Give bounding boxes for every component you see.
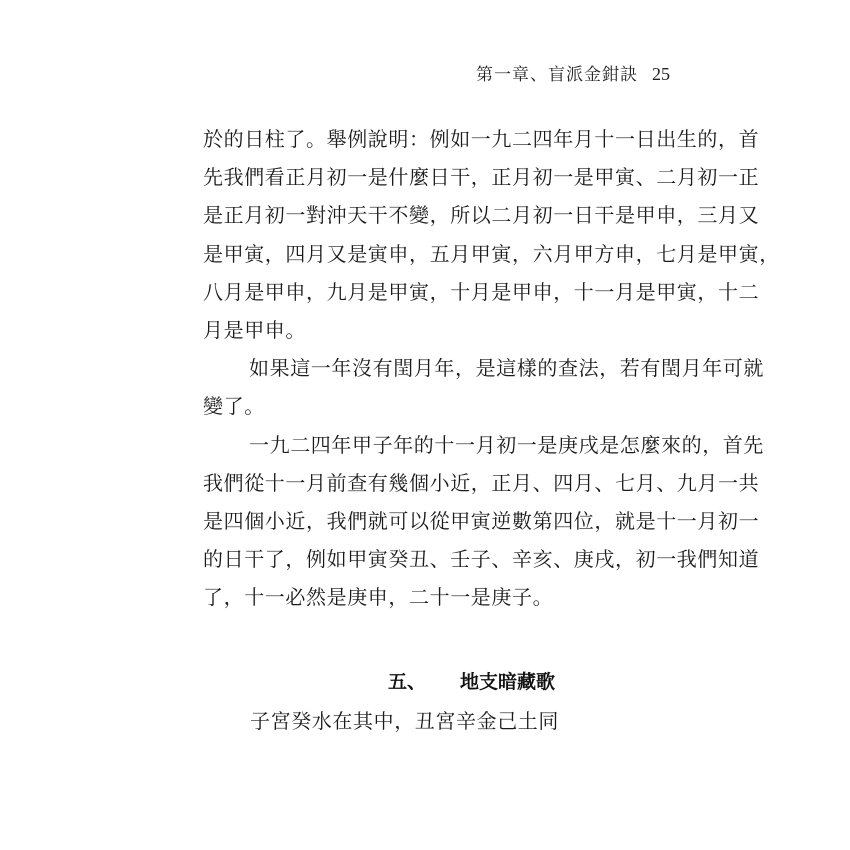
verse-line: 子宮癸水在其中，丑宮辛金己土同 — [250, 709, 559, 733]
section-title: 地支暗藏歌 — [460, 671, 556, 693]
text-line: 是甲寅，四月又是寅申，五月甲寅，六月甲方申，七月是甲寅， — [203, 241, 780, 266]
section-heading — [388, 667, 555, 694]
running-header — [476, 60, 670, 85]
text-line: 是正月初一對沖天干不變，所以二月初一日干是甲申，三月又 — [203, 203, 760, 228]
text-line: 我們從十一月前查有幾個小近，正月、四月、七月、九月一共 — [203, 470, 760, 495]
text-line-indented: 一九二四年甲子年的十一月初一是庚戌是怎麼來的，首先 — [249, 432, 764, 457]
text-line: 月是甲申。 — [203, 317, 306, 342]
text-line: 先我們看正月初一是什麼日干，正月初一是甲寅、二月初一正 — [203, 165, 760, 190]
page-number: 25 — [652, 64, 670, 84]
text-line: 是四個小近，我們就可以從甲寅逆數第四位，就是十一月初一 — [203, 508, 760, 533]
section-number: 五、 — [388, 671, 427, 693]
chapter-title: 第一章、盲派金鉗訣 — [476, 65, 638, 85]
text-line: 於的日柱了。舉例說明：例如一九二四年月十一日出生的，首 — [203, 127, 760, 151]
text-line-indented: 如果這一年沒有閏月年，是這樣的查法，若有閏月年可就 — [249, 356, 764, 381]
body-text — [203, 124, 780, 620]
text-line: 變了。 — [203, 394, 265, 419]
text-line: 的日干了，例如甲寅癸丑、壬子、辛亥、庚戌，初一我們知道 — [203, 547, 760, 572]
text-line: 八月是甲申，九月是甲寅，十月是甲申，十一月是甲寅，十二 — [203, 279, 760, 304]
text-line: 了，十一必然是庚申，二十一是庚子。 — [203, 585, 554, 610]
